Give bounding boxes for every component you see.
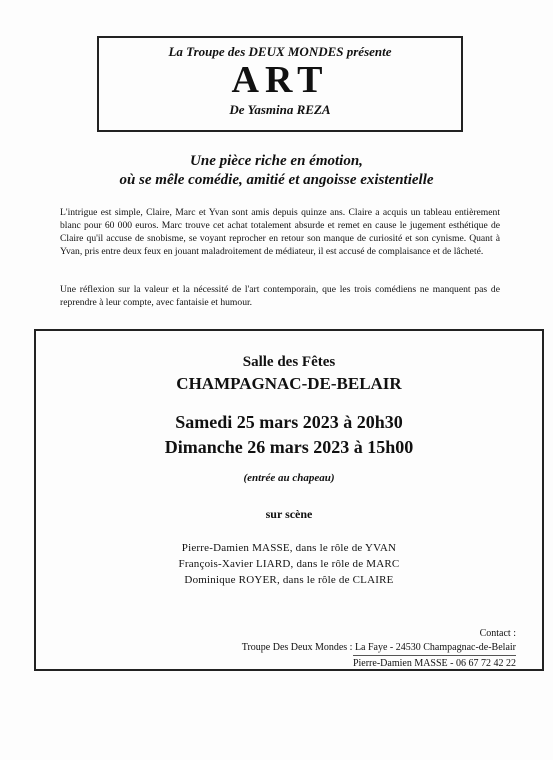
synopsis-paragraph-1: L'intrigue est simple, Claire, Marc et Yvan sont amis depuis quinze ans. Claire a acquis un tableau entièrement blanc pour 60 000 euros. Marc trouve cet achat totalement absurde et remet en cause le jugement esthétique de Claire qu'il accuse de snobisme, se voyant reprocher en retour son manque de curiosité et son cynisme. Quant à Yvan, pris entre deux feux en jouant maladroitement de médiateur, il est accusé de complaisance et de lâcheté.	[60, 207, 500, 257]
on-stage-label: sur scène	[265, 507, 313, 521]
venue-town: CHAMPAGNAC-DE-BELAIR	[176, 374, 402, 393]
cast-member: Dominique ROYER, dans le rôle de CLAIRE	[184, 574, 394, 586]
event-info-box	[34, 329, 544, 671]
contact-phone: Pierre-Damien MASSE - 06 67 72 42 22	[353, 655, 516, 671]
tagline-line-2: où se mêle comédie, amitié et angoisse existentielle	[119, 172, 434, 188]
performance-date-1: Samedi 25 mars 2023 à 20h30	[175, 412, 403, 432]
author-line: De Yasmina REZA	[229, 102, 331, 117]
performance-date-2: Dimanche 26 mars 2023 à 15h00	[164, 437, 414, 457]
tagline-line-1: Une pièce riche en émotion,	[190, 153, 363, 169]
play-title: ART	[231, 59, 329, 101]
synopsis-paragraph-2: Une réflexion sur la valeur et la nécessité de l'art contemporain, que les trois comédiens ne manquent pas de reprendre à leur compte, avec fantaisie et humour.	[60, 284, 500, 308]
entry-note: (entrée au chapeau)	[243, 472, 335, 484]
presenter-line: La Troupe des DEUX MONDES présente	[168, 44, 392, 59]
header-box	[97, 36, 463, 132]
contact-address: Troupe Des Deux Mondes : La Faye - 24530 Champagnac-de-Belair	[241, 642, 516, 653]
cast-list	[36, 540, 542, 588]
venue-label: Salle des Fêtes	[242, 354, 336, 370]
contact-block	[242, 627, 516, 671]
contact-label: Contact :	[479, 628, 516, 639]
cast-member: Pierre-Damien MASSE, dans le rôle de YVAN	[181, 542, 397, 554]
cast-member: François-Xavier LIARD, dans le rôle de MARC	[178, 558, 400, 570]
